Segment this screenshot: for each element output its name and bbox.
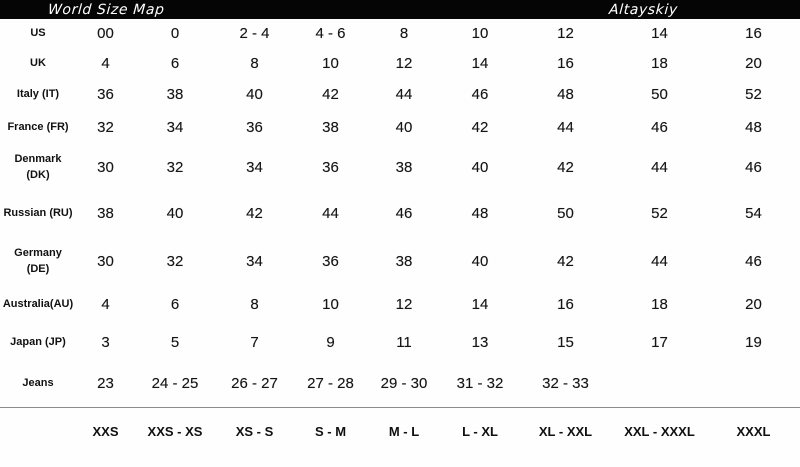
size-cell: 42	[557, 158, 574, 176]
footer-row	[0, 408, 800, 467]
size-cell: 32 - 33	[542, 375, 589, 392]
size-cell: 24 - 25	[151, 375, 199, 392]
size-cell: 40	[395, 119, 413, 136]
size-cell: 20	[745, 295, 762, 313]
row-label: Germany (DE)	[14, 246, 62, 275]
size-cell: 50	[557, 205, 574, 222]
footer-size-label: XS - S	[215, 408, 294, 467]
size-cell: 3	[101, 333, 110, 351]
size-cell: 46	[745, 158, 762, 176]
size-cell: 30	[97, 252, 114, 270]
size-cell: 38	[166, 85, 184, 103]
size-cell: 40	[471, 158, 489, 176]
size-cell: 9	[326, 333, 335, 351]
size-cell: 40	[166, 205, 184, 222]
footer-size-labels	[0, 407, 800, 467]
footer-size-label: XXS	[76, 408, 135, 467]
table-row	[0, 48, 800, 78]
size-cell: 13	[471, 333, 489, 351]
size-cell	[707, 360, 800, 407]
size-cell	[612, 360, 707, 407]
size-cell: 8	[250, 54, 259, 72]
size-cell: 44	[322, 205, 339, 222]
size-cell: 36	[246, 119, 263, 136]
size-cell: 36	[322, 252, 339, 270]
size-cell: 38	[395, 252, 413, 270]
size-cell: 8	[399, 25, 409, 42]
size-cell: 6	[170, 295, 180, 313]
size-cell: 0	[170, 25, 180, 42]
table-row	[0, 78, 800, 110]
row-label: Italy (IT)	[16, 87, 60, 100]
size-cell: 40	[246, 85, 263, 103]
footer-size-label: XL - XXL	[519, 408, 612, 467]
size-cell: 46	[651, 119, 668, 136]
size-cell: 17	[651, 333, 668, 351]
table-row	[0, 145, 800, 189]
size-cell: 48	[745, 119, 762, 136]
size-cell: 5	[170, 333, 180, 351]
size-cell: 42	[246, 205, 263, 222]
row-label: Russian (RU)	[3, 207, 73, 220]
row-label: France (FR)	[7, 121, 69, 134]
size-cell: 27 - 28	[307, 375, 354, 392]
size-cell: 48	[471, 205, 489, 222]
footer-size-label: XXXL	[707, 408, 800, 467]
size-cell: 34	[246, 252, 263, 270]
footer-size-label: M - L	[367, 408, 441, 467]
size-cell: 34	[246, 158, 263, 176]
footer-size-label: XXS - XS	[135, 408, 215, 467]
size-cell: 31 - 32	[456, 375, 504, 392]
size-cell: 46	[745, 252, 762, 270]
size-cell: 46	[471, 85, 489, 103]
footer-size-label: S - M	[294, 408, 367, 467]
table-row	[0, 238, 800, 284]
size-cell: 36	[97, 85, 114, 103]
size-cell: 46	[395, 205, 413, 222]
size-cell: 50	[651, 85, 668, 103]
size-cell: 44	[651, 252, 668, 270]
size-cell: 32	[97, 119, 114, 136]
row-label: Denmark (DK)	[14, 152, 62, 181]
size-cell: 6	[170, 54, 180, 72]
size-cell: 36	[322, 158, 339, 176]
size-cell: 2 - 4	[239, 25, 270, 42]
footer-size-label: L - XL	[441, 408, 519, 467]
size-cell: 7	[250, 333, 259, 351]
row-label: US	[30, 27, 46, 40]
size-cell: 42	[322, 85, 339, 103]
size-cell: 12	[395, 54, 413, 72]
table-row	[0, 189, 800, 238]
size-cell: 11	[396, 333, 412, 351]
size-cell: 14	[471, 295, 489, 313]
size-table	[0, 19, 800, 407]
size-cell: 32	[166, 252, 184, 270]
size-cell: 42	[471, 119, 489, 136]
size-cell: 15	[557, 333, 574, 351]
row-label: UK	[30, 56, 46, 69]
table-row	[0, 19, 800, 48]
size-cell: 44	[557, 119, 574, 136]
row-label: Japan (JP)	[10, 335, 66, 348]
size-cell: 12	[395, 295, 413, 313]
table-row	[0, 360, 800, 407]
size-cell: 34	[166, 119, 184, 136]
size-cell: 26 - 27	[231, 375, 278, 392]
size-cell: 19	[745, 333, 762, 351]
size-cell: 44	[651, 158, 668, 176]
size-cell: 32	[166, 158, 184, 176]
size-cell: 18	[651, 54, 668, 72]
size-cell: 44	[395, 85, 413, 103]
size-cell: 40	[471, 252, 489, 270]
size-cell: 4	[101, 295, 110, 313]
size-cell: 8	[250, 295, 259, 313]
size-cell: 14	[651, 25, 668, 42]
page-title: World Size Map	[47, 1, 166, 18]
size-cell: 00	[97, 25, 114, 42]
size-cell: 48	[557, 85, 574, 103]
size-cell: 18	[651, 295, 668, 313]
size-cell: 10	[471, 25, 489, 42]
size-cell: 4 - 6	[315, 25, 346, 42]
size-table-body	[0, 19, 800, 407]
size-cell: 54	[745, 205, 762, 222]
size-cell: 10	[322, 54, 339, 72]
size-cell: 16	[745, 25, 762, 42]
brand-name: Altayskiy	[608, 1, 679, 18]
size-cell: 10	[322, 295, 339, 313]
size-cell: 52	[651, 205, 668, 222]
size-cell: 52	[745, 85, 762, 103]
size-cell: 29 - 30	[380, 375, 428, 392]
size-cell: 4	[101, 54, 110, 72]
table-row	[0, 284, 800, 324]
table-row	[0, 324, 800, 360]
size-cell: 38	[97, 205, 114, 222]
size-cell: 16	[557, 295, 574, 313]
size-cell: 20	[745, 54, 762, 72]
size-cell: 23	[97, 375, 114, 392]
size-cell: 42	[557, 252, 574, 270]
table-row	[0, 110, 800, 145]
footer-spacer	[0, 408, 76, 467]
size-cell: 38	[322, 119, 339, 136]
row-label: Jeans	[22, 377, 54, 390]
size-cell: 38	[395, 158, 413, 176]
footer-size-label: XXL - XXXL	[612, 408, 707, 467]
row-label: Australia(AU)	[2, 297, 74, 310]
header-bar	[0, 0, 800, 19]
size-cell: 12	[557, 25, 574, 42]
size-cell: 16	[557, 54, 574, 72]
size-cell: 30	[97, 158, 114, 176]
size-cell: 14	[471, 54, 489, 72]
